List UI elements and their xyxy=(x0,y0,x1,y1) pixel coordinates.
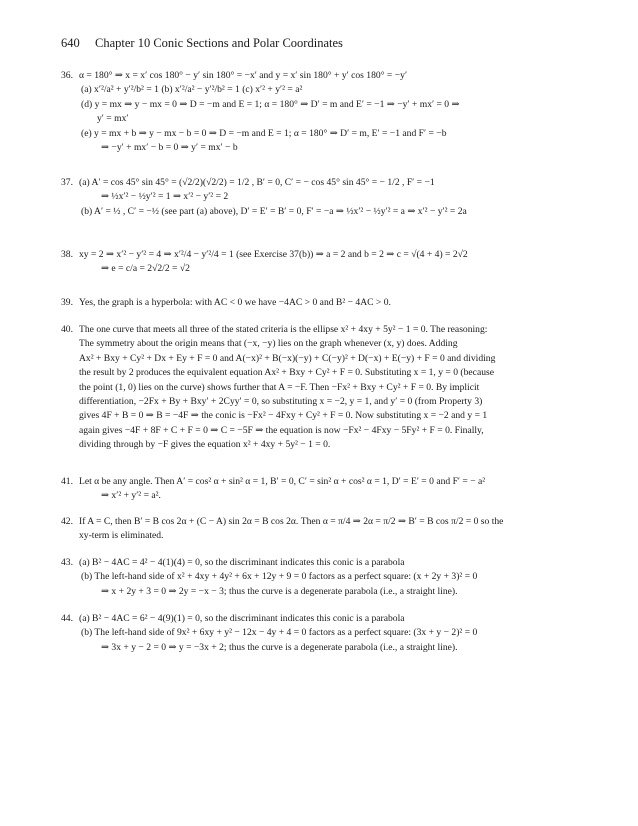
problem-number: 36. xyxy=(61,70,73,81)
page-number: 640 xyxy=(61,36,80,50)
problem-line: Yes, the graph is a hyperbola: with AC < 0 we have −4AC > 0 and B² − 4AC > 0. xyxy=(79,297,391,308)
problem-41 xyxy=(61,475,598,504)
problem-line: xy = 2 ⇒ x′² − y′² = 4 ⇒ x′²/4 − y′²/4 = 1 (see Exercise 37(b)) ⇒ a = 2 and b = 2 ⇒ c = √(4 + 4) = 2√2 xyxy=(79,249,468,260)
problem-line: The symmetry about the origin means that (−x, −y) lies on the graph whenever (x, y) does. Adding xyxy=(79,338,458,350)
problem-line: Let α be any angle. Then A′ = cos² α + sin² α = 1, B′ = 0, C′ = sin² α + cos² α = 1, D′ = E′ = 0 and F′ = − a² xyxy=(79,476,486,487)
problem-number: 37. xyxy=(61,177,73,188)
problem-37 xyxy=(61,176,598,219)
problem-36 xyxy=(61,69,598,155)
problem-line: the result by 2 produces the equivalent equation Ax² + Bxy + Cy² + F = 0. Substituting x = 1, y = 0 (because xyxy=(79,367,494,379)
chapter-title: Chapter 10 Conic Sections and Polar Coordinates xyxy=(95,36,343,50)
problem-line: (b) The left-hand side of 9x² + 6xy + y² − 12x − 4y + 4 = 0 factors as a perfect square: (3x + y − 2)² = 0 xyxy=(81,627,478,639)
problem-40 xyxy=(61,323,598,453)
problem-line: xy-term is eliminated. xyxy=(79,530,164,542)
problem-line: (a) B² − 4AC = 6² − 4(9)(1) = 0, so the discriminant indicates this conic is a parabola xyxy=(79,613,405,624)
problem-number: 44. xyxy=(61,613,73,624)
problem-line: ⇒ 3x + y − 2 = 0 ⇒ y = −3x + 2; thus the curve is a degenerate parabola (i.e., a straight line). xyxy=(101,641,458,653)
problem-44 xyxy=(61,612,598,655)
problem-line: gives 4F + B = 0 ⇒ B = −4F ⇒ the conic is −Fx² − 4Fxy + Cy² + F = 0. Now substituting x = −2 and y = 1 xyxy=(79,410,488,422)
problem-42 xyxy=(61,515,598,544)
problem-line: (e) y = mx + b ⇒ y − mx − b = 0 ⇒ D = −m and E = 1; α = 180° ⇒ D′ = m, E′ = −1 and F′ = −b xyxy=(81,127,447,139)
problem-line: (d) y = mx ⇒ y − mx = 0 ⇒ D = −m and E = 1; α = 180° ⇒ D′ = m and E′ = −1 ⇒ −y′ + mx′ = 0 ⇒ xyxy=(81,98,460,110)
problem-number: 38. xyxy=(61,249,73,260)
problem-line: (a) A′ = cos 45° sin 45° = (√2/2)(√2/2) = 1/2 , B′ = 0, C′ = − cos 45° sin 45° = − 1/2 , F′ = −1 xyxy=(79,177,435,188)
problem-line: ⇒ −y′ + mx′ − b = 0 ⇒ y′ = mx′ − b xyxy=(101,142,238,154)
problem-line: ⇒ ½x′² − ½y′² = 1 ⇒ x′² − y′² = 2 xyxy=(101,191,229,203)
problem-number: 40. xyxy=(61,324,73,335)
problem-line: (a) B² − 4AC = 4² − 4(1)(4) = 0, so the discriminant indicates this conic is a parabola xyxy=(79,557,405,568)
problem-line: Ax² + Bxy + Cy² + Dx + Ey + F = 0 and A(−x)² + B(−x)(−y) + C(−y)² + D(−x) + E(−y) + F = 0 and dividing xyxy=(79,352,496,364)
problem-line: the point (1, 0) lies on the curve) shows further that A = −F. Then −Fx² + Bxy + Cy² + F = 0. By implicit xyxy=(79,381,480,393)
problem-line: differentiation, −2Fx + By + Bxy′ + 2Cyy′ = 0, so substituting x = −2, y = 1, and y′ = 0 (from Property 3) xyxy=(79,396,483,408)
problem-line: (b) The left-hand side of x² + 4xy + 4y² + 6x + 12y + 9 = 0 factors as a perfect square: (x + 2y + 3)² = 0 xyxy=(81,571,478,583)
problem-line: α = 180° ⇒ x = x′ cos 180° − y′ sin 180° = −x′ and y = x′ sin 180° + y′ cos 180° = −y′ xyxy=(79,70,408,81)
problem-number: 42. xyxy=(61,516,73,527)
problem-line: again gives −4F + 8F + C + F = 0 ⇒ C = −5F ⇒ the equation is now −Fx² − 4Fxy − 5Fy² + F = 0. Finally, xyxy=(79,424,484,436)
problem-39 xyxy=(61,296,598,310)
problem-line: If A = C, then B′ = B cos 2α + (C − A) sin 2α = B cos 2α. Then α = π/4 ⇒ 2α = π/2 ⇒ B′ = B cos π/2 = 0 so the xyxy=(79,516,504,527)
problem-line: The one curve that meets all three of the stated criteria is the ellipse x² + 4xy + 5y² − 1 = 0. The reasoning: xyxy=(79,324,488,335)
problem-line: (b) A′ = ½ , C′ = −½ (see part (a) above), D′ = E′ = B′ = 0, F′ = −a ⇒ ½x′² − ½y′² = a ⇒ x′² − y′² = 2a xyxy=(81,205,467,217)
page-header xyxy=(61,36,343,51)
problem-line: (a) x′²/a² + y′²/b² = 1 (b) x′²/a² − y′²/b² = 1 (c) x′² + y′² = a² xyxy=(81,84,303,96)
problem-number: 41. xyxy=(61,476,73,487)
problem-line: ⇒ e = c/a = 2√2/2 = √2 xyxy=(101,263,190,275)
problem-line: ⇒ x′² + y′² = a². xyxy=(101,490,161,502)
problem-43 xyxy=(61,556,598,599)
problem-line: y′ = mx′ xyxy=(97,113,129,125)
problem-38 xyxy=(61,248,598,277)
problem-line: ⇒ x + 2y + 3 = 0 ⇒ 2y = −x − 3; thus the curve is a degenerate parabola (i.e., a straight line). xyxy=(101,585,458,597)
problem-line: dividing through by −F gives the equation x² + 4xy + 5y² − 1 = 0. xyxy=(79,439,331,451)
problem-number: 39. xyxy=(61,297,73,308)
problem-number: 43. xyxy=(61,557,73,568)
